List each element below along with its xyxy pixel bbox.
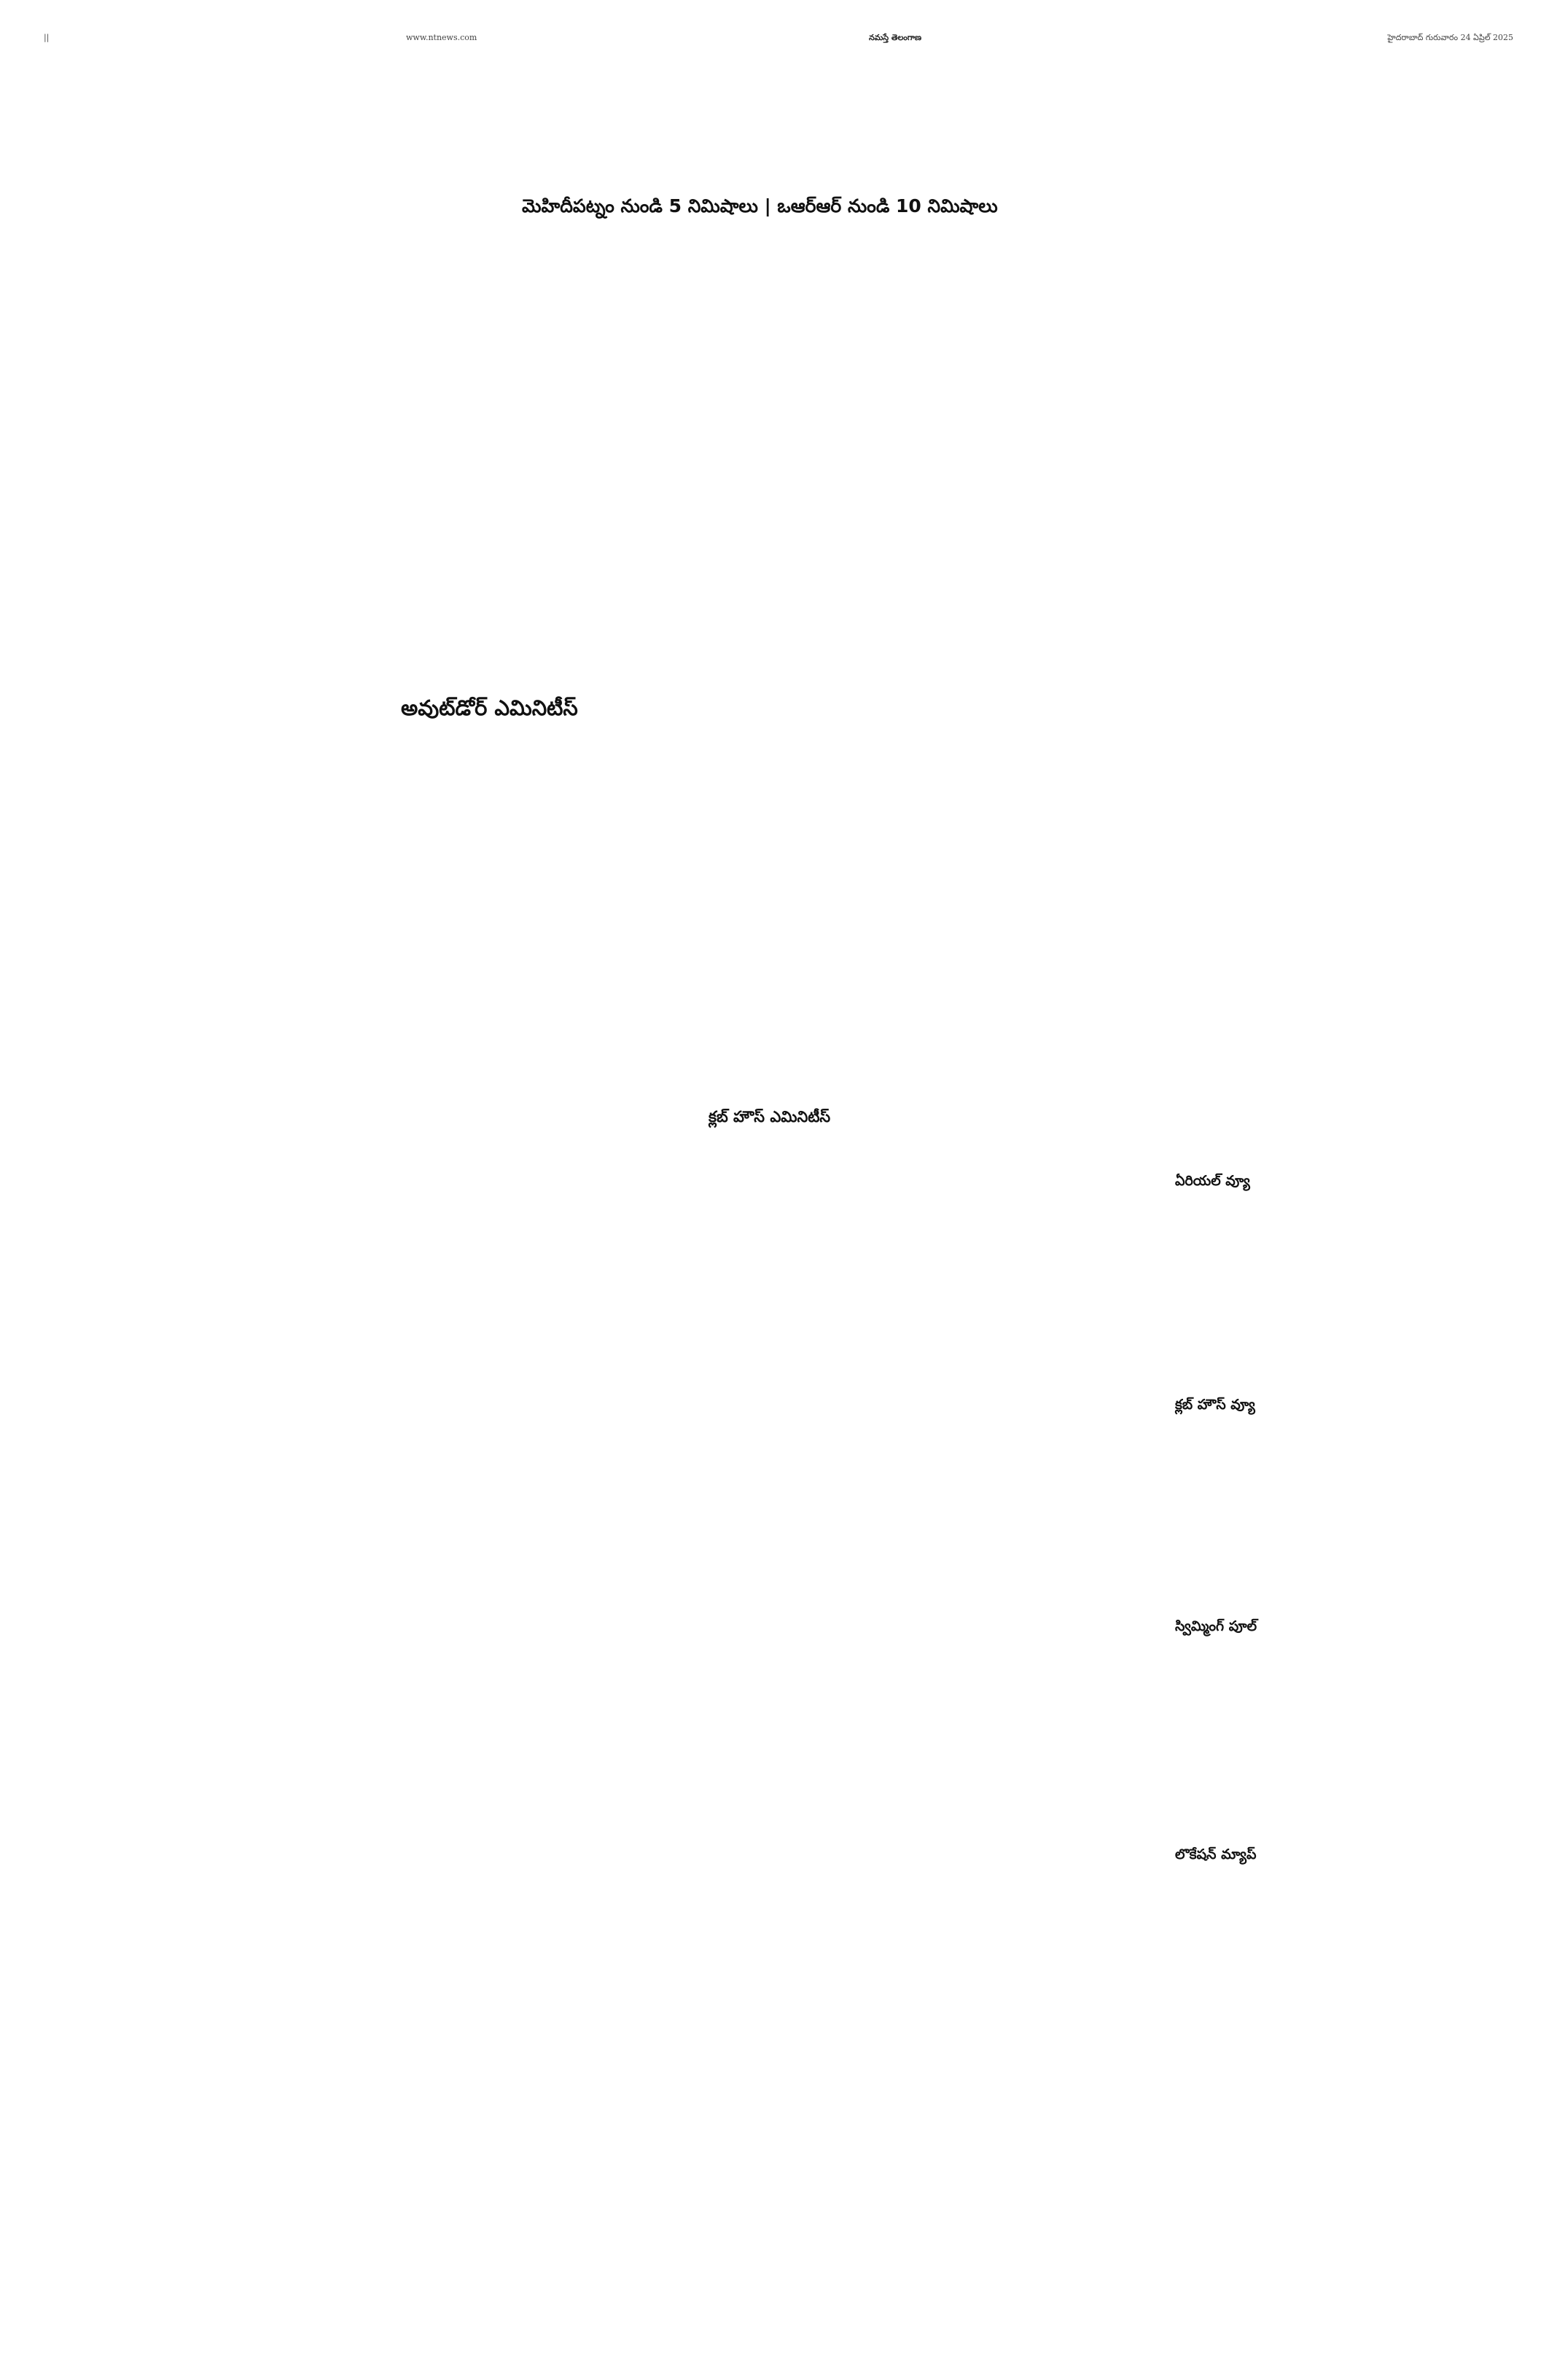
running-header <box>0 29 1557 47</box>
location-map-caption: లొకేషన్ మ్యాప్ <box>1175 1846 1257 1862</box>
swimming-pool-caption: స్విమ్మింగ్ పూల్ <box>1175 1618 1257 1634</box>
dateline: హైదరాబాద్ గురువారం 24 ఏప్రిల్ 2025 <box>1387 33 1513 42</box>
clubhouse-amenities-heading: క్లబ్ హౌస్ ఎమినిటీస్ <box>709 1108 831 1125</box>
aerial-view-caption: ఏరియల్ వ్యూ <box>1175 1173 1250 1189</box>
masthead-logo: నమస్తే తెలంగాణ <box>869 33 922 42</box>
website-url: www.ntnews.com <box>406 33 477 42</box>
clubhouse-view-caption: క్లబ్ హౌస్ వ్యూ <box>1175 1397 1255 1413</box>
distance-headline: మెహిదీపట్నం నుండి 5 నిమిషాలు | ఒఆర్ఆర్ నుండి 10 నిమిషాలు <box>522 195 998 216</box>
outdoor-amenities-heading: అవుట్‌డోర్ ఎమినిటీస్ <box>401 695 578 720</box>
page-number: || <box>44 33 50 42</box>
